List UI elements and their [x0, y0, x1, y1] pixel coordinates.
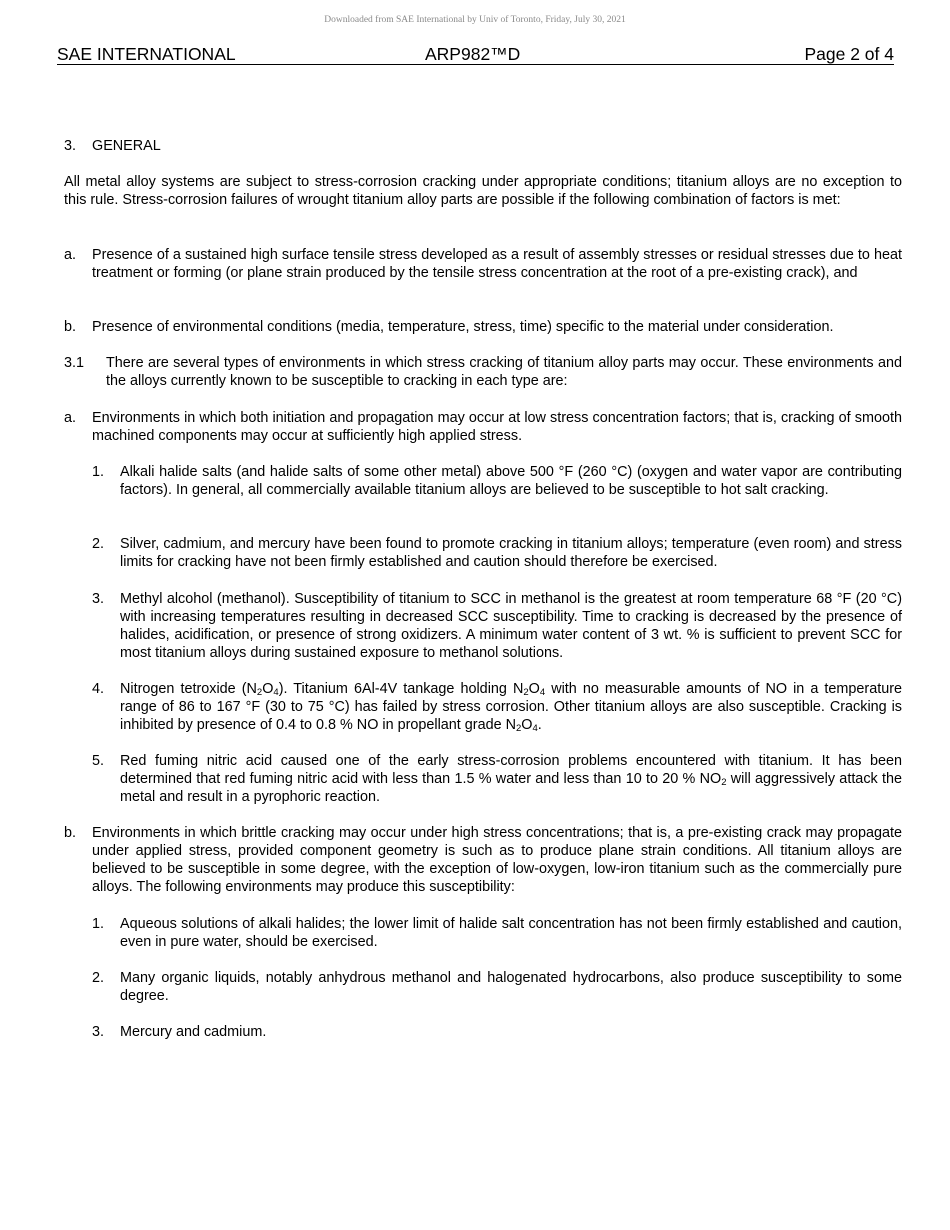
list-item-marker: 2. — [92, 536, 105, 552]
condition-marker: b. — [64, 319, 77, 335]
list-item-marker: 2. — [92, 970, 105, 986]
text-run: with no measurable amounts of NO in a temperature range of 86 to 167 °F (30 to 75 °C) has failed by stress corrosion. Other titanium alloys are also susceptible. Cracking is inhibited by presence of 0.4 to 0.8 % NO in propellant grade N — [120, 681, 902, 733]
environment-marker: a. — [64, 410, 77, 426]
list-item: Aqueous solutions of alkali halides; the lower limit of halide salt concentration has not been firmly established and caution, even in pure water, should be exercised. — [120, 916, 902, 950]
list-item-marker: 5. — [92, 753, 105, 769]
list-item-marker: 1. — [92, 916, 105, 932]
text-run: O — [262, 681, 274, 697]
condition-item: Presence of environmental conditions (media, temperature, stress, time) specific to the material under consideration. — [92, 319, 834, 335]
list-item: Mercury and cadmium. — [120, 1024, 267, 1040]
section-heading — [64, 137, 161, 155]
condition-marker: a. — [64, 247, 77, 263]
list-item — [120, 680, 902, 734]
subscript: 2 — [256, 687, 263, 698]
text-run: Nitrogen tetroxide (N — [120, 681, 257, 697]
text-run: O — [521, 717, 533, 733]
intro-paragraph: All metal alloy systems are subject to stress-corrosion cracking under appropriate conditions; titanium alloys are no exception to this rule. Stress-corrosion failures of wrought titanium alloy parts are possible if the following combination of factors is met: — [64, 174, 902, 208]
text-run: ). Titanium 6Al-4V tankage holding N — [278, 681, 524, 697]
text-run: O — [528, 681, 540, 697]
header-page-number: Page 2 of 4 — [804, 44, 894, 64]
subscript: 4 — [532, 723, 538, 734]
subsection-number: 3.1 — [64, 355, 85, 371]
list-item-marker: 4. — [92, 681, 105, 697]
list-item — [120, 752, 902, 806]
list-item: Alkali halide salts (and halide salts of some other metal) above 500 °F (260 °C) (oxygen and water vapor are contributing factors). In general, all commercially available titanium alloys are believed to be susceptible to hot salt cracking. — [120, 464, 902, 498]
section-title: GENERAL — [92, 138, 161, 154]
text-run: will aggressively attack the metal and result in a pyrophoric reaction. — [120, 771, 902, 805]
environment-paragraph: Environments in which brittle cracking may occur under high stress concentrations; that is, a pre-existing crack may propagate under applied stress, provided component geometry is such as to produce plane strain conditions. All titanium alloys are believed to be susceptible in some degree, with the exception of low-oxygen, low-iron titanium such as the commercially pure alloys. The following environments may produce this susceptibility: — [92, 825, 902, 895]
header-organization: SAE INTERNATIONAL — [57, 44, 236, 64]
list-item: Many organic liquids, notably anhydrous methanol and halogenated hydrocarbons, also produce susceptibility to some degree. — [120, 970, 902, 1004]
section-number: 3. — [64, 138, 77, 154]
download-watermark: Downloaded from SAE International by Univ of Toronto, Friday, July 30, 2021 — [324, 15, 626, 25]
subscript: 4 — [273, 687, 279, 698]
environment-marker: b. — [64, 825, 77, 841]
header-document-number: ARP982™D — [425, 44, 521, 64]
list-item: Methyl alcohol (methanol). Susceptibility of titanium to SCC in methanol is the greatest at room temperature 68 °F (20 °C) with increasing temperatures resulting in decreased SCC susceptibility. Time to cracking is decreased by the presence of halides, acidification, or presence of strong oxidizers. A minimum water content of 3 wt. % is sufficient to prevent SCC for most titanium alloys during sustained exposure to methanol solutions. — [120, 591, 902, 661]
subscript: 2 — [721, 777, 727, 788]
subscript: 4 — [539, 687, 546, 698]
list-item-marker: 3. — [92, 1024, 105, 1040]
text-run: . — [537, 717, 542, 733]
subsection-paragraph: There are several types of environments in which stress cracking of titanium alloy parts may occur. These environments and the alloys currently known to be susceptible to cracking in each type are: — [106, 355, 902, 389]
list-item: Silver, cadmium, and mercury have been found to promote cracking in titanium alloys; temperature (even room) and stress limits for cracking have not been firmly established and caution should therefore be exercised. — [120, 536, 902, 570]
condition-item: Presence of a sustained high surface tensile stress developed as a result of assembly stresses or residual stresses due to heat treatment or forming (or plane strain produced by the tensile stress concentration at the root of a pre-existing crack), and — [92, 247, 902, 281]
page-header — [57, 44, 894, 65]
subscript: 2 — [523, 687, 529, 698]
text-run: Red fuming nitric acid caused one of the early stress-corrosion problems encountered with titanium. It has been determined that red fuming nitric acid with less than 1.5 % water and less than 10 to 20 % NO — [120, 753, 902, 787]
list-item-marker: 1. — [92, 464, 105, 480]
subscript: 2 — [515, 723, 522, 734]
list-item-marker: 3. — [92, 591, 105, 607]
environment-paragraph: Environments in which both initiation and propagation may occur at low stress concentration factors; that is, cracking of smooth machined components may occur at sufficiently high applied stress. — [92, 410, 902, 444]
